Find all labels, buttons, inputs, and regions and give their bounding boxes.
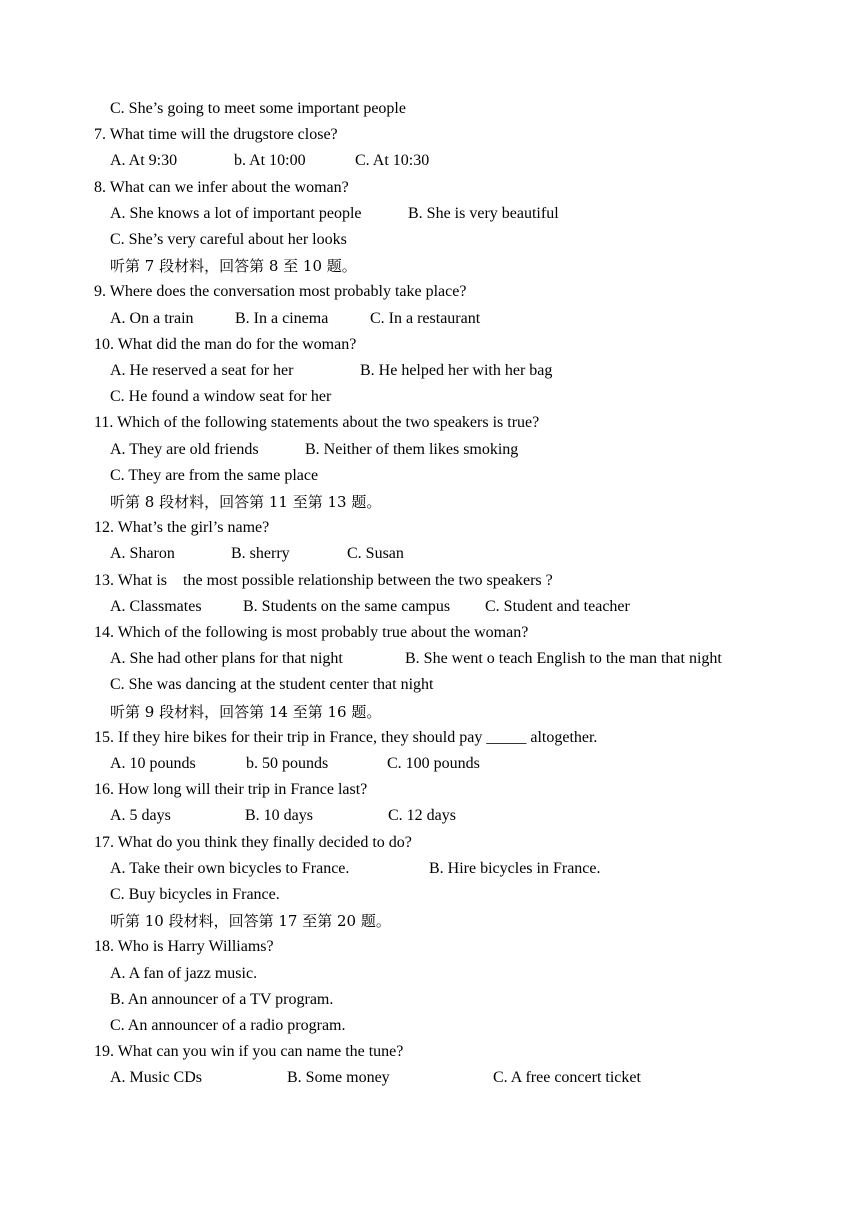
answer-option: B. Some money xyxy=(287,1069,390,1087)
question-text: 8. What can we infer about the woman? xyxy=(94,178,349,196)
question-text: 18. Who is Harry Williams? xyxy=(94,938,274,956)
answer-option: A. He reserved a seat for her xyxy=(110,362,294,379)
option-row xyxy=(0,466,860,486)
answer-option: C. An announcer of a radio program. xyxy=(110,1017,346,1034)
answer-option: C. 12 days xyxy=(388,807,456,825)
answer-option: B. In a cinema xyxy=(235,309,329,327)
option-row xyxy=(0,1016,860,1036)
answer-option: C. Buy bicycles in France. xyxy=(110,886,280,903)
answer-option: b. At 10:00 xyxy=(234,152,306,170)
answer-option: b. 50 pounds xyxy=(246,755,329,772)
question-text: 11. Which of the following statements about the two speakers is true? xyxy=(94,414,540,432)
answer-option: A. At 9:30 xyxy=(110,152,178,170)
answer-option: A. A fan of jazz music. xyxy=(110,964,258,982)
answer-option: B. She is very beautiful xyxy=(408,204,559,222)
option-row xyxy=(0,990,860,1010)
answer-option: A. Music CDs xyxy=(110,1069,203,1087)
section-instruction: 听第 10 段材料，回答第 17 至第 20 题。 xyxy=(110,912,391,931)
answer-option: B. She went o teach English to the man that night xyxy=(405,650,722,668)
section-instruction: 听第 9 段材料，回答第 14 至第 16 题。 xyxy=(110,702,382,721)
option-row xyxy=(0,361,860,381)
option-row xyxy=(0,649,860,669)
question-text: 17. What do you think they finally decided to do? xyxy=(94,833,412,851)
answer-option: B. Students on the same campus xyxy=(243,597,451,615)
option-row xyxy=(0,544,860,564)
option-row xyxy=(0,597,860,617)
option-row xyxy=(0,806,860,826)
option-row xyxy=(0,754,860,774)
answer-option: C. A free concert ticket xyxy=(493,1069,641,1087)
question-text: 13. What is the most possible relationship between the two speakers ? xyxy=(94,571,553,589)
question-text: 14. Which of the following is most probably true about the woman? xyxy=(94,624,529,641)
answer-option: C. At 10:30 xyxy=(355,152,430,170)
answer-option: A. She had other plans for that night xyxy=(110,650,343,668)
answer-option: A. She knows a lot of important people xyxy=(110,204,362,222)
answer-option: C. In a restaurant xyxy=(370,309,481,327)
question-text: 7. What time will the drugstore close? xyxy=(94,126,338,144)
answer-option: B. Neither of them likes smoking xyxy=(305,440,519,458)
answer-option: C. Student and teacher xyxy=(485,597,630,615)
answer-option: A. Sharon xyxy=(110,545,175,563)
answer-option: C. She’s going to meet some important people xyxy=(110,100,406,117)
option-row xyxy=(0,440,860,460)
question-text: 16. How long will their trip in France last? xyxy=(94,781,368,799)
option-row xyxy=(0,99,860,119)
answer-option: A. 10 pounds xyxy=(110,755,196,772)
answer-option: C. He found a window seat for her xyxy=(110,388,332,406)
question-text: 15. If they hire bikes for their trip in France, they should pay _____ altogether. xyxy=(94,728,598,746)
answer-option: C. They are from the same place xyxy=(110,466,319,484)
answer-option: B. He helped her with her bag xyxy=(360,362,553,379)
option-row xyxy=(0,859,860,879)
answer-option: C. She’s very careful about her looks xyxy=(110,231,347,248)
answer-option: A. They are old friends xyxy=(110,440,259,458)
option-row xyxy=(0,309,860,329)
answer-option: B. Hire bicycles in France. xyxy=(429,859,601,877)
answer-option: A. Take their own bicycles to France. xyxy=(110,859,350,877)
answer-option: C. Susan xyxy=(347,545,404,563)
answer-option: A. On a train xyxy=(110,309,194,327)
option-row xyxy=(0,1068,860,1088)
answer-option: B. An announcer of a TV program. xyxy=(110,990,334,1008)
option-row xyxy=(0,675,860,695)
answer-option: A. Classmates xyxy=(110,597,202,615)
section-instruction: 听第 8 段材料，回答第 11 至第 13 题。 xyxy=(110,493,382,511)
option-row xyxy=(0,885,860,905)
question-text: 19. What can you win if you can name the tune? xyxy=(94,1043,404,1061)
question-text: 12. What’s the girl’s name? xyxy=(94,519,270,537)
answer-option: C. 100 pounds xyxy=(387,755,480,772)
option-row xyxy=(0,151,860,171)
answer-option: B. sherry xyxy=(231,545,290,563)
option-row xyxy=(0,204,860,224)
option-row xyxy=(0,387,860,407)
answer-option: A. 5 days xyxy=(110,807,171,825)
question-text: 10. What did the man do for the woman? xyxy=(94,335,357,353)
answer-option: C. She was dancing at the student center that night xyxy=(110,676,434,694)
section-instruction: 听第 7 段材料，回答第 8 至 10 题。 xyxy=(110,257,357,276)
question-text: 9. Where does the conversation most probably take place? xyxy=(94,283,467,301)
option-row xyxy=(0,230,860,250)
option-row xyxy=(0,964,860,984)
answer-option: B. 10 days xyxy=(245,807,313,825)
